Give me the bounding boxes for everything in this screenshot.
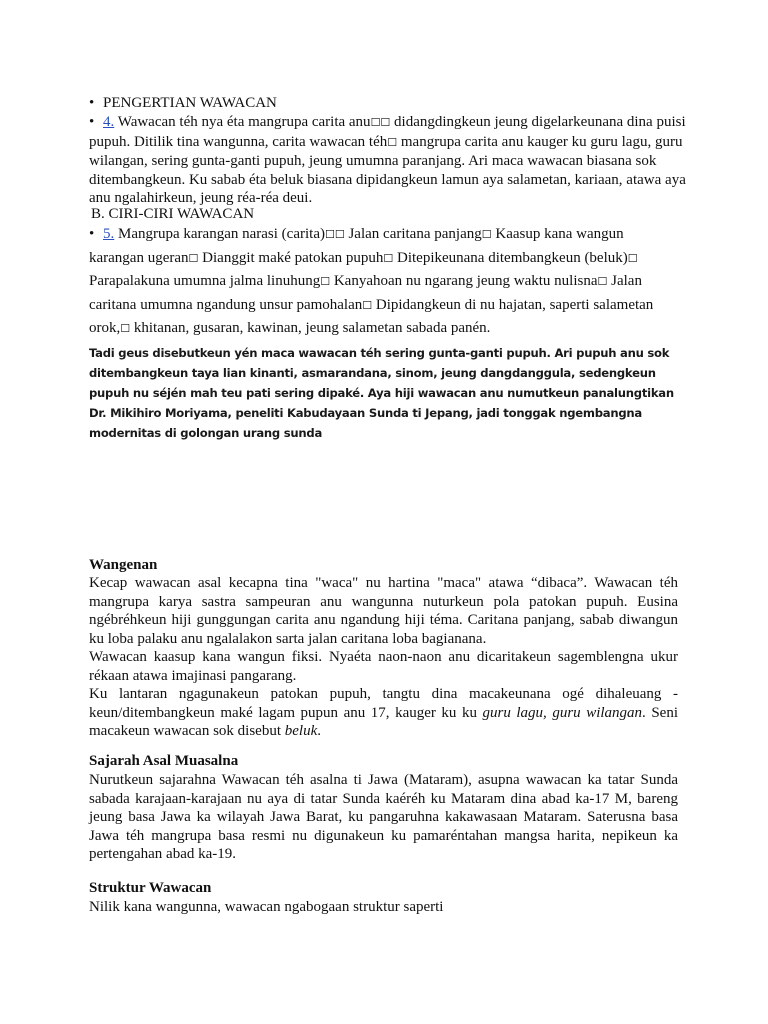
wangenan-paragraph-2: Wawacan kaasup kana wangun fiksi. Nyaéta naon-naon anu dicaritakeun sagemblengna ukur rékaan atawa imajinasi pangarang. — [89, 649, 678, 684]
missing-glyph-icon: ☐ — [188, 251, 199, 265]
bullet-item-4 — [89, 113, 689, 208]
missing-glyph-icon: ☐ — [627, 251, 638, 265]
missing-glyph-icon: ☐ — [383, 251, 394, 265]
emphasis-beluk: beluk — [284, 723, 318, 739]
missing-glyph-icon: ☐☐ — [370, 116, 391, 129]
struktur-paragraph: Nilik kana wangunna, wawacan ngabogaan struktur saperti — [89, 899, 444, 915]
missing-glyph-icon: ☐ — [387, 135, 398, 149]
bullet-item-pengertian — [89, 94, 689, 113]
missing-glyph-icon: ☐ — [362, 298, 373, 312]
pupuh-paragraph: Tadi geus disebutkeun yén maca wawacan téh sering gunta-ganti pupuh. Ari pupuh anu sok ditembangkeun taya lian kinanti, asmarandana, sinom, jeung dangdanggula, sedengkeun pupuh nu séjén mah teu pati sering dipaké. Aya hiji wawacan anu numutkeun panalungtikan Dr. Mikihiro Moriyama, peneliti Kabudayaan Sunda ti Jepang, jadi tonggak ngembangna modernitas di golongan urang sunda — [89, 346, 674, 440]
wangenan-body — [89, 574, 678, 741]
bullet-dot-icon: • — [89, 95, 95, 111]
heading-struktur: Struktur Wawacan — [89, 880, 212, 896]
section-title-pengertian: PENGERTIAN WAWACAN — [103, 95, 277, 111]
missing-glyph-icon: ☐ — [481, 228, 492, 241]
bullet-item-5: • 5. Mangrupa karangan narasi (carita)☐☐ Jalan caritana panjang☐ Kaasup kana wangun karangan ugeran☐ Dianggit maké patokan pupuh☐ Ditepikeunana ditembangkeun (beluk)☐ Parapalakuna umumna jalma linuhung☐ Kanyahoan nu ngarang jeung waktu nulisna☐ Jalan caritana umumna ngandung unsur pamohalan☐ Dipidangkeun di nu hajatan, saperti salametan orok,☐ khitanan, gusaran, kawinan, jeung salametan sabada panén. — [89, 223, 689, 341]
item-number-link[interactable]: 5. — [103, 226, 115, 242]
missing-glyph-icon: ☐☐ — [324, 228, 345, 241]
item-number-link[interactable]: 4. — [103, 114, 115, 130]
heading-sajarah: Sajarah Asal Muasalna — [89, 753, 239, 769]
bullet-dot-icon: • — [89, 114, 95, 130]
missing-glyph-icon: ☐ — [120, 322, 131, 335]
missing-glyph-icon: ☐ — [320, 275, 331, 288]
bullet-dot-icon: • — [89, 226, 95, 242]
wangenan-paragraph-1: Kecap wawacan asal kecapna tina "waca" nu hartina "maca" atawa “dibaca”. Wawacan téh mangrupa karya sastra sampeuran anu wangunna nuturkeun pola patokan pupuh. Eusina ngébréhkeun hiji gunggungan carita anu ngandung hiji téma. Caritana panjang, sabab diwangun ku loba palaku anu ngalalakon sarta jalan caritana loba bagianana. — [89, 575, 678, 647]
sajarah-paragraph: Nurutkeun sajarahna Wawacan téh asalna ti Jawa (Mataram), asupna wawacan ka tatar Sunda sabada karajaan-karajaan nu aya di tatar Sunda kaéréh ku Mataram dina abad ka-17 M, bareng jeung basa Jawa ka wilayah Jawa Barat, ku pangaruhna kakawasaan Mataram. Saterusna basa Jawa téh mangrupa basa resmi nu digunakeun ku pamaréntahan mangsa harita, nepikeun ka pertengahan abad ka-19. — [89, 772, 678, 862]
section-title-ciri: B. CIRI-CIRI WAWACAN — [91, 206, 255, 222]
item-4-text: Wawacan téh nya éta mangrupa carita anu☐☐ didangdingkeun jeung digelarkeunana dina puisi pupuh. Ditilik tina wangunna, carita wawacan téh☐ mangrupa carita anu kauger ku guru lagu, guru wilangan, sering gunta-ganti pupuh, jeung umumna paranjang. Ari maca wawacan biasana sok ditembangkeun. Ku sabab éta beluk biasana dipidangkeun lamun aya salametan, kariaan, atawa aya anu ngalahirkeun, jeung réa-réa deui. — [89, 114, 686, 206]
missing-glyph-icon: ☐ — [597, 275, 608, 288]
emphasis-guru-lagu: guru lagu, guru wilangan — [482, 704, 643, 721]
heading-wangenan: Wangenan — [89, 557, 158, 573]
wangenan-paragraph-3: Ku lantaran ngagunakeun patokan pupuh, tangtu dina macakeunana ogé dihaleuang - keun/ditembangkeun maké lagam pupun anu 17, kauger ku ku guru lagu, guru wilangan. Seni macakeun wawacan sok disebut beluk. — [89, 686, 679, 739]
